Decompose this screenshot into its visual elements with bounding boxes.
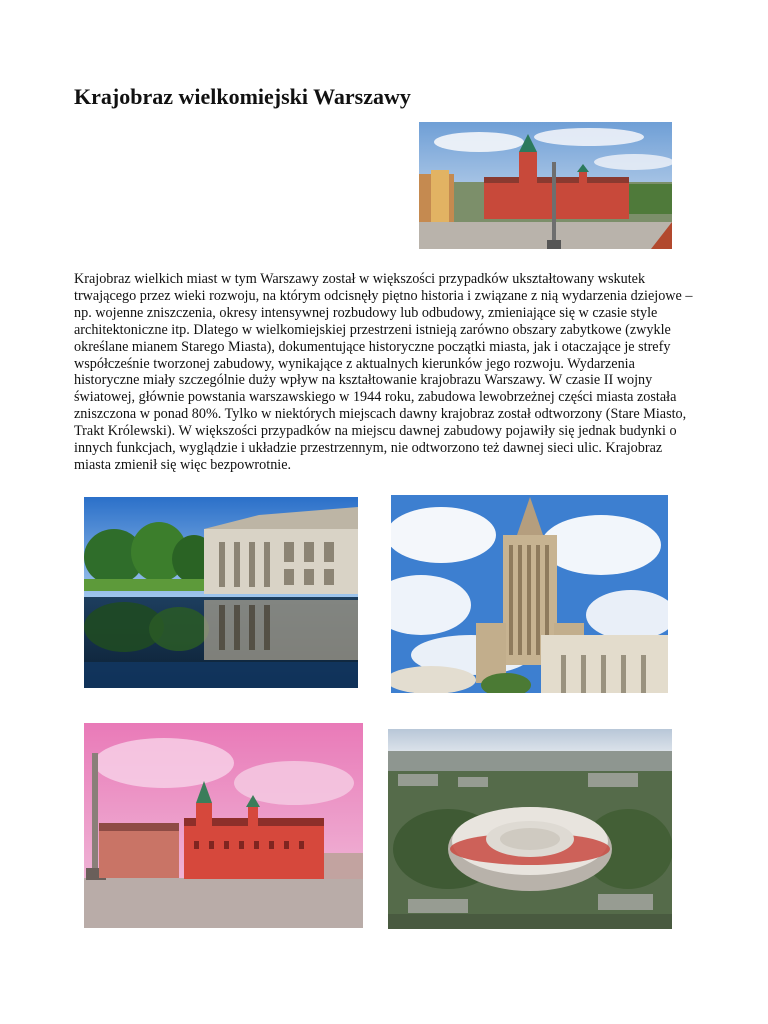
body-paragraph: Krajobraz wielkich miast w tym Warszawy został w większości przypadków ukształtowany wskutek trwającego przez wieki rozwoju, na którym odcisnęły piętno historia i związane z nią wydarzenia dziejowe – np. wojenne zniszczenia, okresy intensywnej rozbudowy lub odbudowy, zmieniające się w czasie style architektoniczne itp. Dlatego w wielkomiejskiej przestrzeni istnieją zarówno obszary zabytkowe (zwykle określane mianem Starego Miasta), dokumentujące historyczne początki miasta, jak i otaczające je strefy współcześnie tworzonej zabudowy, wynikające z aktualnych kierunków jego rozwoju. Wydarzenia historyczne miały szczególnie duży wpływ na kształtowanie krajobrazu Warszawy. W czasie II wojny światowej, głównie powstania warszawskiego w 1944 roku, zabudowa lewobrzeżnej części miasta została zniszczona w ponad 80%. Tylko w niektórych miejscach dawny krajobraz został odtworzony (Stare Miasto, Trakt Królewski). W większości przypadków na miejscu dawnej zabudowy pojawiły się jednak budynki o innych funkcjach, wyglądzie i układzie przestrzennym, nie odtworzono też dawnej sieci ulic. Krajobraz miasta zmienił się więc bezpowrotnie. — [74, 271, 693, 473]
national-stadium-photo — [388, 729, 672, 929]
page-title: Krajobraz wielkomiejski Warszawy — [74, 84, 411, 109]
palace-on-water-photo — [84, 497, 358, 688]
royal-castle-pink-sky-photo — [84, 723, 363, 928]
palace-of-culture-photo — [391, 495, 668, 693]
castle-square-photo — [419, 122, 672, 249]
